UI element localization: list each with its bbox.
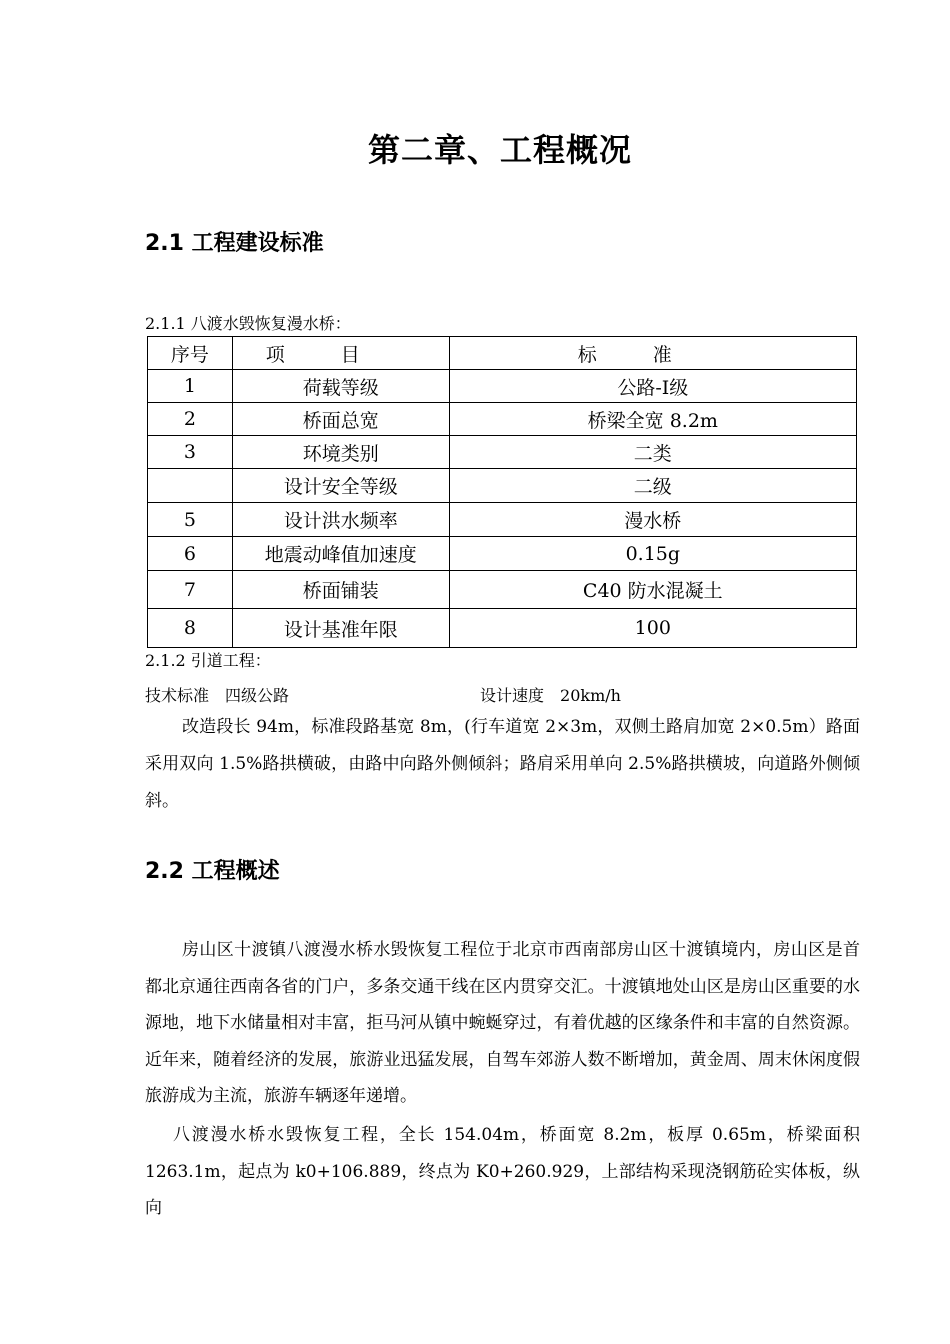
table-row (148, 370, 857, 403)
table-cell-item: 环境类别 (232, 436, 449, 469)
table-cell-standard: 桥梁全宽 8.2m (449, 403, 856, 436)
chapter-title: 第二章、工程概况 (367, 131, 632, 169)
table-cell-no: 5 (148, 503, 233, 537)
table-row (148, 503, 857, 537)
section-heading-2-1: 2.1 工程建设标准 (145, 231, 324, 256)
subsection-caption-2-1-2: 2.1.2 引道工程： (145, 651, 271, 670)
table-row (148, 436, 857, 469)
table-cell-no: 1 (148, 370, 233, 403)
table-cell-item: 荷载等级 (232, 370, 449, 403)
table-header-cell: 项目 (232, 337, 449, 370)
table-cell-standard: 公路-Ⅰ级 (449, 370, 856, 403)
table-row (148, 571, 857, 609)
design-speed (480, 684, 621, 708)
table-row (148, 537, 857, 571)
design-speed-value: 20km/h (560, 686, 621, 705)
table-cell-standard: 100 (449, 609, 856, 648)
table-cell-item: 桥面铺装 (232, 571, 449, 609)
table-cell-no: 2 (148, 403, 233, 436)
table-header-cell: 标准 (449, 337, 856, 370)
table-row (148, 609, 857, 648)
standards-table (147, 336, 857, 648)
overview-paragraph-1: 房山区十渡镇八渡漫水桥水毁恢复工程位于北京市西南部房山区十渡镇境内，房山区是首都北京通往西南各省的门户，多条交通干线在区内贯穿交汇。十渡镇地处山区是房山区重要的水源地，地下水储量相对丰富，拒马河从镇中蜿蜒穿过，有着优越的区缘条件和丰富的自然资源。近年来，随着经济的发展，旅游业迅猛发展，自驾车郊游人数不断增加，黄金周、周末休闲度假旅游成为主流，旅游车辆逐年递增。 (145, 940, 860, 1107)
table-header-row (148, 337, 857, 370)
table-cell-standard: 二级 (449, 469, 856, 503)
table-header-cell: 序号 (148, 337, 233, 370)
table-row (148, 469, 857, 503)
table-cell-no: 6 (148, 537, 233, 571)
table-cell-item: 桥面总宽 (232, 403, 449, 436)
tech-standard-value: 四级公路 (225, 686, 290, 705)
table-cell-standard: 二类 (449, 436, 856, 469)
design-speed-label: 设计速度 (480, 686, 545, 705)
table-cell-item: 地震动峰值加速度 (232, 537, 449, 571)
table-cell-item: 设计洪水频率 (232, 503, 449, 537)
tech-standard-label: 技术标准 (145, 686, 210, 705)
table-row (148, 403, 857, 436)
table-cell-no: 3 (148, 436, 233, 469)
table-cell-no (148, 469, 233, 503)
table-cell-no: 7 (148, 571, 233, 609)
table-cell-item: 设计安全等级 (232, 469, 449, 503)
road-paragraph: 改造段长 94m，标准段路基宽 8m，(行车道宽 2×3m，双侧土路肩加宽 2×0.5m）路面采用双向 1.5%路拱横破，由路中向路外侧倾斜；路肩采用单向 2.5%路拱横坡，向道路外侧倾斜。 (145, 717, 860, 811)
overview-paragraph-2: 八渡漫水桥水毁恢复工程，全长 154.04m，桥面宽 8.2m，板厚 0.65m，桥梁面积 1263.1m，起点为 k0+106.889，终点为 K0+260.929，上部结构采现浇钢筋砼实体板，纵向 (145, 1125, 860, 1219)
section-heading-2-2: 2.2 工程概述 (145, 859, 280, 884)
table-cell-no: 8 (148, 609, 233, 648)
table-cell-standard: C40 防水混凝土 (449, 571, 856, 609)
subsection-caption-2-1-1: 2.1.1 八渡水毁恢复漫水桥： (145, 314, 351, 333)
road-spec-line (145, 684, 621, 708)
table-cell-standard: 0.15g (449, 537, 856, 571)
table-cell-item: 设计基准年限 (232, 609, 449, 648)
table-cell-standard: 漫水桥 (449, 503, 856, 537)
